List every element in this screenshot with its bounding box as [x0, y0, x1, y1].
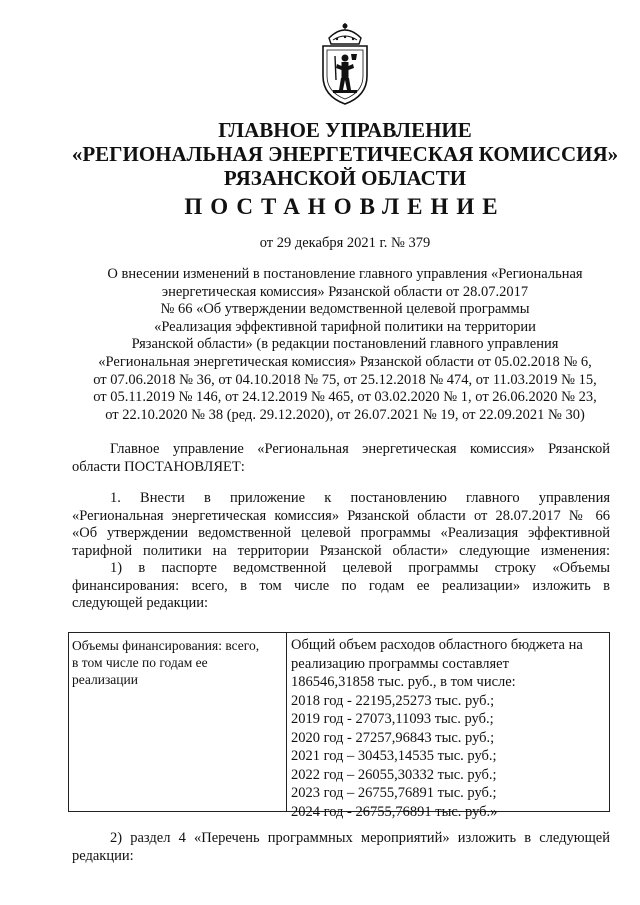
cell-line: 2020 год - 27257,96843 тыс. руб.;	[291, 729, 495, 746]
paragraph-line: следующей редакции:	[72, 595, 209, 611]
cell-line: 2018 год - 22195,25273 тыс. руб.;	[291, 692, 495, 709]
paragraph-line: 1) в паспорте ведомственной целевой программы строку «Объемы	[110, 560, 610, 576]
subject-line: от 22.10.2020 № 38 (ред. 29.12.2020), от 26.07.2021 № 19, от 22.09.2021 № 30)	[105, 406, 585, 423]
paragraph-line: 2) раздел 4 «Перечень программных мероприятий» изложить в следующей	[110, 830, 610, 846]
cell-line: 2021 год – 30453,14535 тыс. руб.;	[291, 748, 497, 764]
document-type-title: ПОСТАНОВЛЕНИЕ	[184, 194, 506, 219]
financing-table	[68, 632, 610, 820]
cell-line: 2024 год - 26755,76891 тыс. руб.»	[291, 803, 498, 820]
cell-line: 2023 год – 26755,76891 тыс. руб.;	[291, 785, 497, 801]
paragraph-line: Главное управление «Региональная энергетическая комиссия» Рязанской	[110, 441, 610, 457]
cell-line: Общий объем расходов областного бюджета на	[291, 637, 583, 653]
paragraph-line: «Региональная энергетическая комиссия» Рязанской области от 28.07.2017 № 66	[72, 507, 610, 524]
subject-line: О внесении изменений в постановление главного управления «Региональная	[107, 266, 583, 282]
agency-name-line-2: «РЕГИОНАЛЬНАЯ ЭНЕРГЕТИЧЕСКАЯ КОМИССИЯ»	[71, 142, 619, 166]
table-cell-value	[287, 633, 609, 820]
agency-name-line-1: ГЛАВНОЕ УПРАВЛЕНИЕ	[218, 118, 472, 142]
agency-name-line-3: РЯЗАНСКОЙ ОБЛАСТИ	[223, 166, 467, 190]
cell-line: в том числе по годам ее	[72, 655, 208, 670]
cell-line: Объемы финансирования: всего,	[72, 638, 260, 653]
paragraph-line: редакции:	[72, 847, 134, 864]
cell-line: реализацию программы составляет	[291, 655, 509, 672]
paragraph-line: «Об утверждении ведомственной целевой программы «Реализация эффективной	[72, 525, 610, 541]
subject-line: энергетическая комиссия» Рязанской области от 28.07.2017	[161, 283, 529, 300]
subject-line: Рязанской области» (в редакции постановлений главного управления	[131, 336, 559, 353]
subject-line: от 07.06.2018 № 36, от 04.10.2018 № 75, от 25.12.2018 № 474, от 11.03.2019 № 15,	[93, 371, 597, 388]
subject-line: от 05.11.2019 № 146, от 24.12.2019 № 465, от 03.02.2020 № 1, от 26.06.2020 № 23,	[93, 389, 597, 406]
paragraph-line: финансирования: всего, в том числе по годам ее реализации» изложить в	[72, 577, 610, 594]
subject-line: «Реализация эффективной тарифной политики на территории	[154, 318, 536, 335]
document-date-number: от 29 декабря 2021 г. № 379	[259, 235, 431, 251]
paragraph-line: области ПОСТАНОВЛЯЕТ:	[72, 458, 245, 475]
item-2-paragraph	[72, 830, 610, 865]
cell-line: 2019 год - 27073,11093 тыс. руб.;	[291, 711, 494, 727]
resolution-paragraph	[72, 441, 610, 476]
subject-line: «Региональная энергетическая комиссия» Рязанской области от 05.02.2018 № 6,	[98, 353, 592, 370]
cell-line: реализации	[72, 672, 138, 687]
cell-line: 2022 год – 26055,30332 тыс. руб.;	[291, 766, 497, 783]
coat-of-arms-emblem	[315, 20, 375, 108]
cell-line: 186546,31858 тыс. руб., в том числе:	[291, 674, 516, 690]
paragraph-line: тарифной политики на территории Рязанской области» следующие изменения:	[72, 542, 610, 559]
paragraph-line: 1. Внести в приложение к постановлению главного управления	[110, 490, 610, 506]
item-1-subitem-paragraph	[72, 560, 610, 613]
subject-line: № 66 «Об утверждении ведомственной целевой программы	[160, 301, 530, 318]
document-subject	[70, 266, 620, 424]
item-1-paragraph	[72, 490, 610, 560]
table-cell-label	[69, 633, 287, 811]
